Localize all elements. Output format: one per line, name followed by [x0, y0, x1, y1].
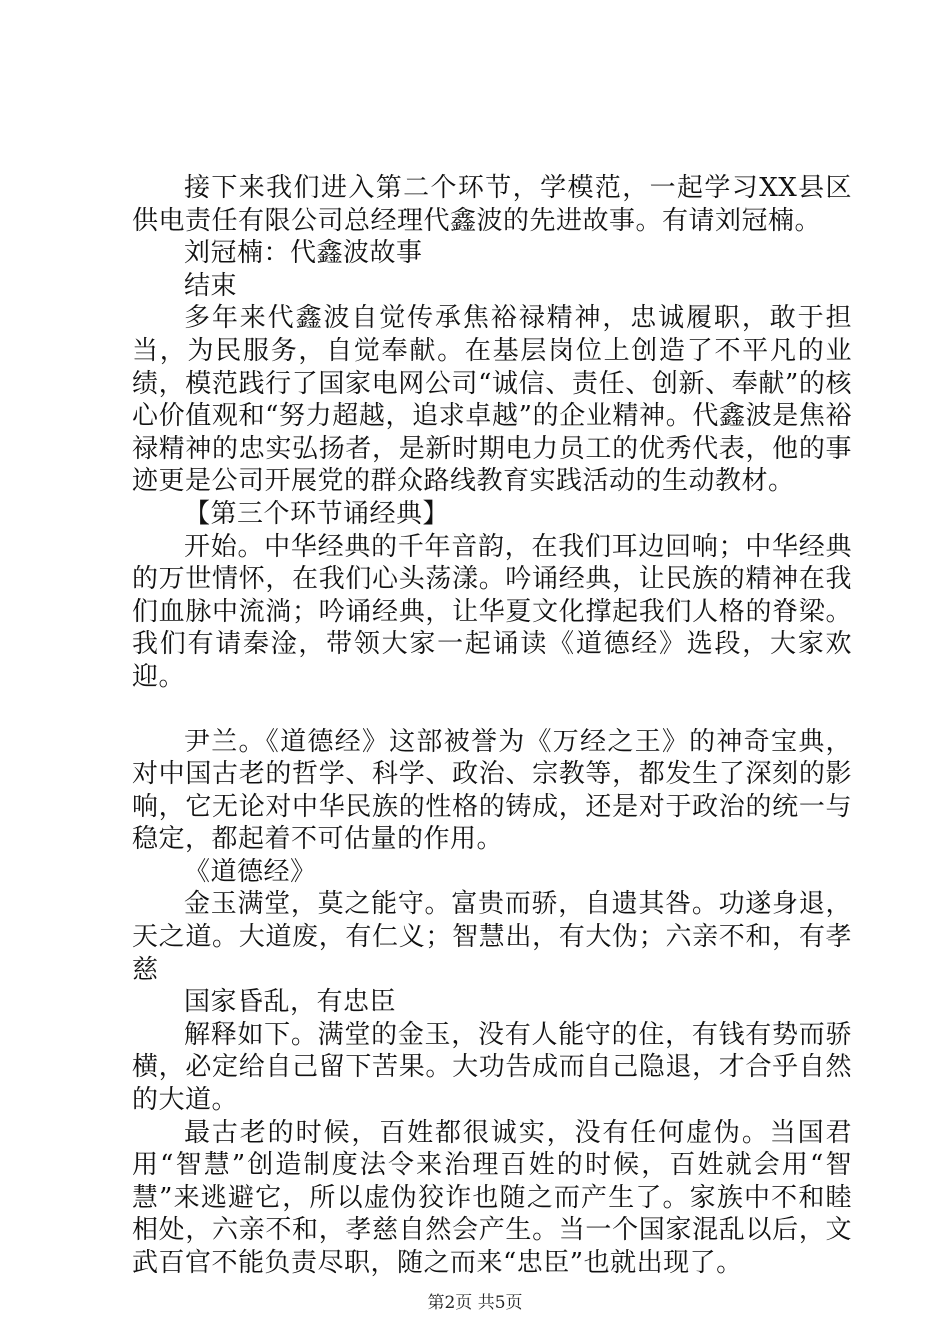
paragraph-intro-second-section: 接下来我们进入第二个环节，学模范，一起学习XX县区供电责任有限公司总经理代鑫波的先进故事。有请刘冠楠。 [132, 173, 852, 236]
section-heading-third: 【第三个环节诵经典】 [184, 498, 450, 529]
paragraph-daodejing-intro: 尹兰。《道德经》这部被誉为《万经之王》的神奇宝典，对中国古老的哲学、科学、政治、宗教等，都发生了深刻的影响，它无论对中华民族的性格的铸成，还是对于政治的统一与稳定，都起着不可估量的作用。 [132, 726, 852, 855]
paragraph-story-title: 刘冠楠：代鑫波故事 [184, 238, 423, 269]
paragraph-summary: 多年来代鑫波自觉传承焦裕禄精神，忠诚履职，敢于担当，为民服务，自觉奉献。在基层岗位上创造了不平凡的业绩，模范践行了国家电网公司“诚信、责任、创新、奉献”的核心价值观和“努力超越，追求卓越”的企业精神。代鑫波是焦裕禄精神的忠实弘扬者，是新时期电力员工的优秀代表，他的事迹更是公司开展党的群众路线教育实践活动的生动教材。 [132, 303, 852, 497]
paragraph-classics-intro: 开始。中华经典的千年音韵，在我们耳边回响；中华经典的万世情怀，在我们心头荡漾。吟诵经典，让民族的精神在我们血脉中流淌；吟诵经典，让华夏文化撑起我们人格的脊梁。我们有请秦淦，带领大家一起诵读《道德经》选段，大家欢迎。 [132, 531, 852, 692]
paragraph-quote-text: 金玉满堂，莫之能守。富贵而骄，自遗其咎。功遂身退，天之道。大道废，有仁义；智慧出，有大伪；六亲不和，有孝慈 [132, 889, 852, 985]
page-footer: 第2页 共5页 [427, 1293, 523, 1313]
document-body [132, 172, 852, 1280]
paragraph-book-title: 《道德经》 [184, 856, 317, 887]
paragraph-gap [132, 694, 852, 726]
paragraph-explanation-continued: 最古老的时候，百姓都很诚实，没有任何虚伪。当国君用“智慧”创造制度法令来治理百姓的时候，百姓就会用“智慧”来逃避它，所以虚伪狡诈也随之而产生了。家族中不和睦相处，六亲不和，孝慈自然会产生。当一个国家混乱以后，文武百官不能负责尽职，随之而来“忠臣”也就出现了。 [132, 1117, 852, 1278]
paragraph-explanation: 解释如下。满堂的金玉，没有人能守的住，有钱有势而骄横，必定给自己留下苦果。大功告成而自己隐退，才合乎自然的大道。 [132, 1019, 852, 1116]
paragraph-quote-continued: 国家昏乱，有忠臣 [184, 987, 397, 1018]
paragraph-end-marker: 结束 [184, 270, 238, 301]
